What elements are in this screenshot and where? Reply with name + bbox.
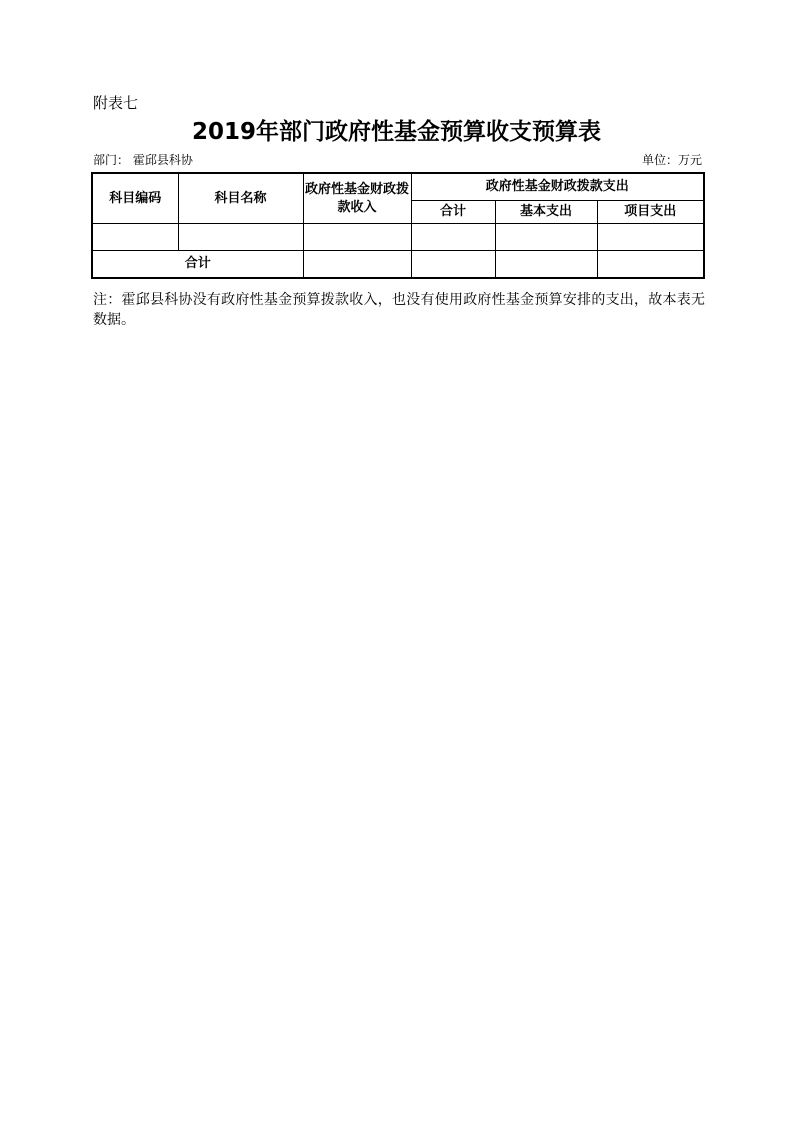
total-row [92, 251, 704, 279]
total-cell-income [303, 251, 411, 279]
total-cell-project [597, 251, 704, 279]
footnote: 注：霍邱县科协没有政府性基金预算拨款收入，也没有使用政府性基金预算安排的支出，故本表无数据。 [93, 292, 705, 328]
budget-table [91, 172, 705, 279]
col-header-income: 政府性基金财政拨款收入 [303, 173, 411, 224]
cell-income [303, 224, 411, 251]
col-header-total: 合计 [411, 201, 495, 224]
unit-label: 单位：万元 [641, 153, 702, 167]
col-header-project: 项目支出 [597, 201, 704, 224]
header-row-1 [92, 173, 704, 201]
total-row-label: 合计 [92, 251, 303, 279]
total-cell-total [411, 251, 495, 279]
col-header-basic: 基本支出 [495, 201, 597, 224]
cell-basic [495, 224, 597, 251]
annex-label: 附表七 [93, 94, 139, 112]
cell-code [92, 224, 178, 251]
page-title: 2019年部门政府性基金预算收支预算表 [191, 119, 601, 145]
department-label: 部门： 霍邱县科协 [93, 153, 193, 167]
col-header-code: 科目编码 [92, 173, 178, 224]
total-cell-basic [495, 251, 597, 279]
table-row [92, 224, 704, 251]
col-header-expense-group: 政府性基金财政拨款支出 [411, 173, 704, 201]
cell-project [597, 224, 704, 251]
cell-total [411, 224, 495, 251]
cell-name [178, 224, 303, 251]
col-header-name: 科目名称 [178, 173, 303, 224]
